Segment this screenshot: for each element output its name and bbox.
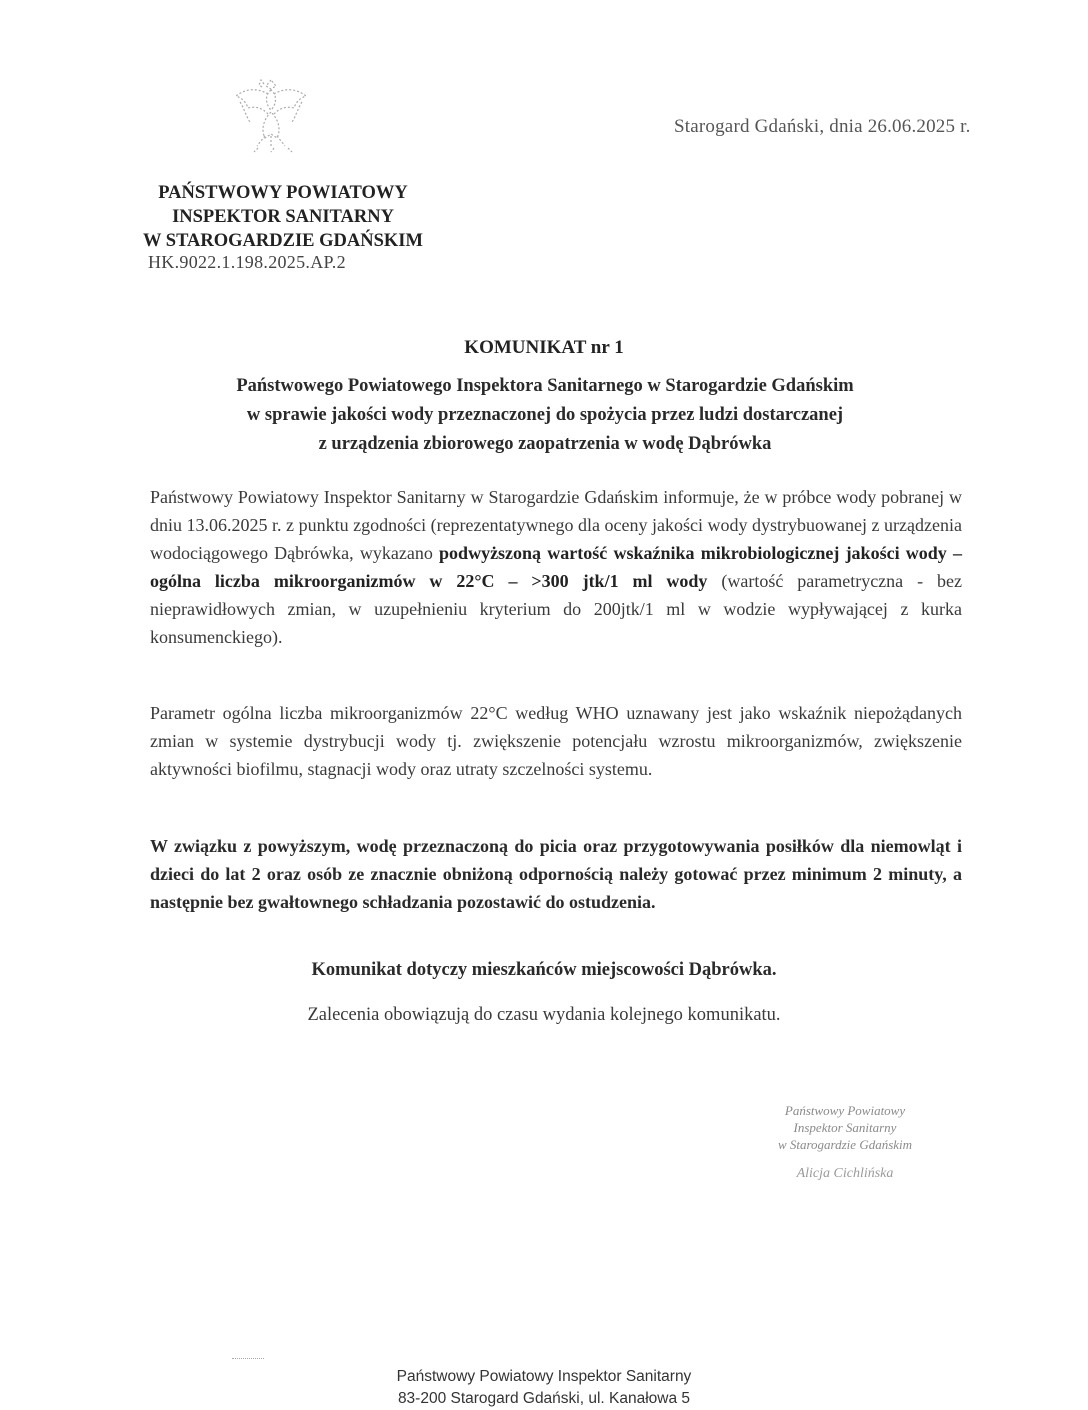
notice-residents: Komunikat dotyczy mieszkańców miejscowości Dąbrówka. xyxy=(311,960,777,980)
case-number: HK.9022.1.198.2025.AP.2 xyxy=(148,252,346,272)
stamp-line: w Starogardzie Gdańskim xyxy=(777,1137,913,1152)
findings-intro: Państwowy Powiatowy Inspektor Sanitarny w Starogardzie Gdańskim informuje, że w próbce wody pobranej w dniu 13.06.2025 r. z punktu zgodności (reprezentatywnego dla oceny jakości wody dystrybuowanej z urządzenia wodociągowego Dąbrówka, wykazano xyxy=(150,487,962,563)
paragraph-findings xyxy=(150,483,962,651)
authority-line: INSPEKTOR SANITARNY xyxy=(172,207,394,227)
document-subtitle xyxy=(150,372,940,459)
subtitle-line: z urządzenia zbiorowego zaopatrzenia w wodę Dąbrówka xyxy=(318,434,772,454)
paragraph-recommendation: W związku z powyższym, wodę przeznaczoną do picia oraz przygotowywania posiłków dla niemowląt i dzieci do lat 2 oraz osób ze znacznie obniżoną odpornością należy gotować przez minimum 2 minuty, a następnie bez gwałtownego schładzania pozostawić do ostudzenia. xyxy=(150,836,962,912)
issuing-authority xyxy=(128,181,438,253)
findings-highlight: podwyższoną wartość wskaźnika mikrobiologicznej jakości wody – ogólna liczba mikroorganizmów w 22°C – >300 jtk/1 ml wody xyxy=(150,543,963,591)
subtitle-line: Państwowego Powiatowego Inspektora Sanitarnego w Starogardzie Gdańskim xyxy=(236,376,854,396)
paragraph-who-explanation: Parametr ogólna liczba mikroorganizmów 22°C według WHO uznawany jest jako wskaźnik niepożądanych zmian w systemie dystrybucji wody tj. zwiększenie potencjału wzrostu mikroorganizmów, zwiększenie aktywności biofilmu, stagnacji wody oraz utraty szczelności systemu. xyxy=(150,703,962,779)
footer-line: Państwowy Powiatowy Inspektor Sanitarny xyxy=(396,1368,692,1385)
stamp-line: Państwowy Powiatowy xyxy=(784,1103,906,1118)
findings-rest: (wartość parametryczna - bez nieprawidłowych zmian, w uzupełnieniu kryterium do 200jtk/1 ml w wodzie wypływającej z kurka konsumenckiego). xyxy=(150,571,962,647)
footer-address xyxy=(0,1366,1088,1410)
stamp-line: Inspektor Sanitarny xyxy=(793,1120,897,1135)
authority-line: W STAROGARDZIE GDAŃSKIM xyxy=(143,231,423,251)
scan-artifact xyxy=(232,1358,264,1359)
official-stamp xyxy=(730,1102,960,1182)
place-and-date: Starogard Gdański, dnia 26.06.2025 r. xyxy=(674,116,971,137)
signature: Alicja Cichlińska xyxy=(796,1166,894,1181)
subtitle-line: w sprawie jakości wody przeznaczonej do spożycia przez ludzi dostarczanej xyxy=(246,405,844,425)
authority-line: PAŃSTWOWY POWIATOWY xyxy=(158,183,408,203)
validity-note: Zalecenia obowiązują do czasu wydania kolejnego komunikatu. xyxy=(307,1005,781,1025)
footer-line: 83-200 Starogard Gdański, ul. Kanałowa 5 xyxy=(397,1390,691,1407)
polish-eagle-emblem xyxy=(228,72,314,158)
document-title: KOMUNIKAT nr 1 xyxy=(464,337,624,358)
